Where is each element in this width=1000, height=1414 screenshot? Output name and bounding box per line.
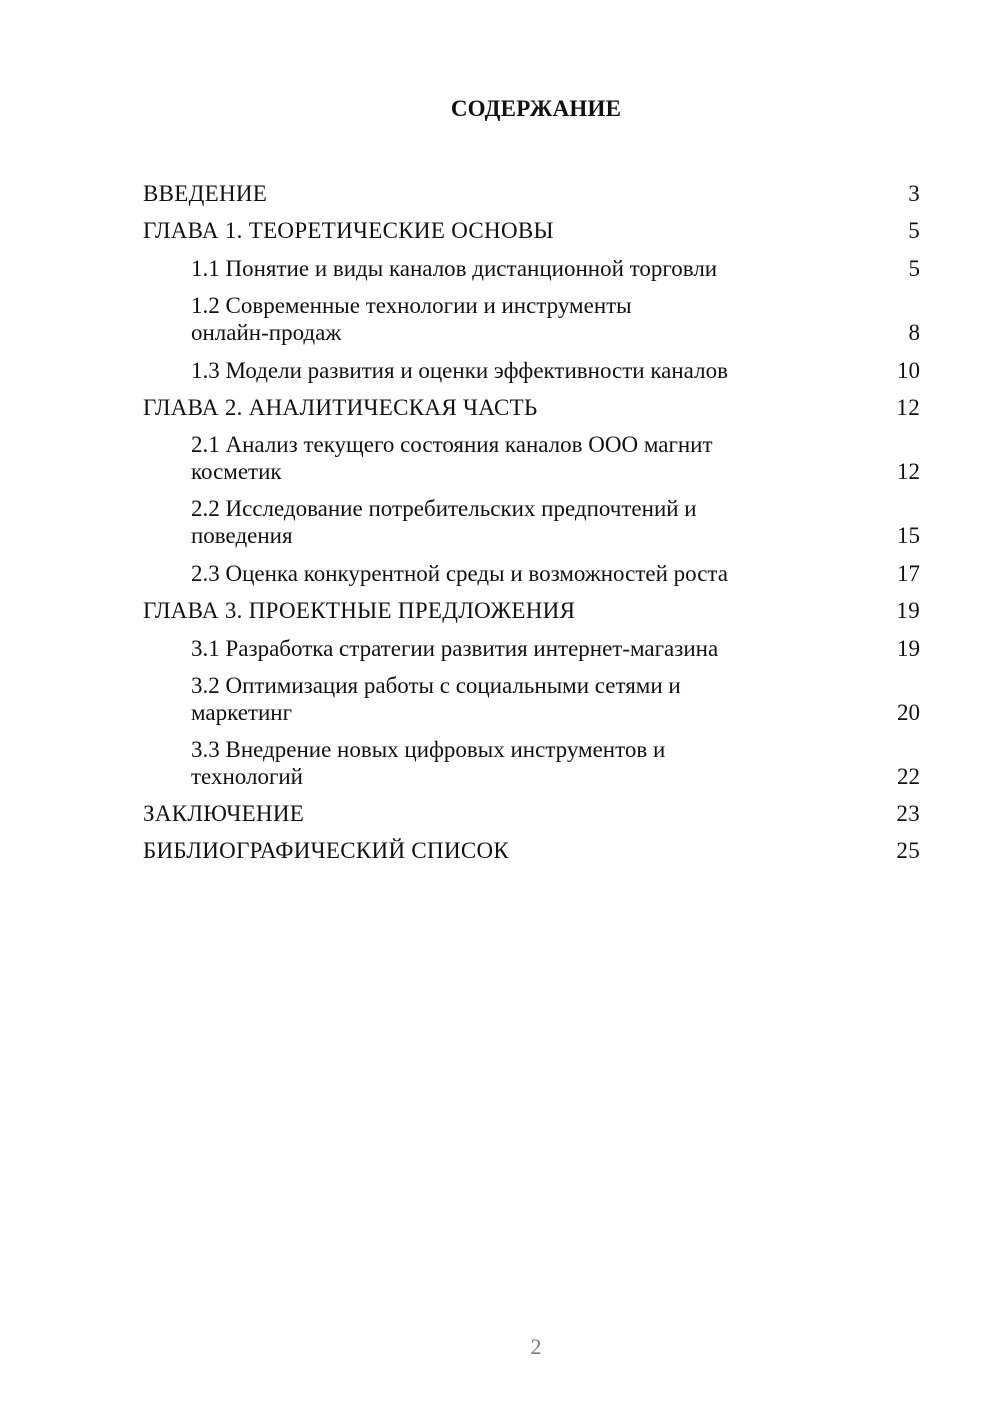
toc-entry-section-2-3[interactable] bbox=[143, 549, 920, 587]
toc-entry-section-1-2[interactable] bbox=[143, 282, 920, 346]
toc-entry-page: 19 bbox=[896, 598, 920, 623]
toc-entry-page: 19 bbox=[897, 636, 920, 661]
toc-entry-page: 12 bbox=[896, 395, 920, 420]
toc-entry-page: 22 bbox=[897, 764, 920, 789]
toc-entry-label: ГЛАВА 3. ПРОЕКТНЫЕ ПРЕДЛОЖЕНИЯ bbox=[143, 598, 576, 623]
toc-entry-label: ГЛАВА 2. АНАЛИТИЧЕСКАЯ ЧАСТЬ bbox=[143, 395, 538, 420]
toc-entry-section-2-2[interactable] bbox=[143, 485, 920, 549]
toc-entry-page: 5 bbox=[908, 218, 920, 243]
toc-entry-section-3-3[interactable] bbox=[143, 726, 920, 790]
toc-entry-section-1-3[interactable] bbox=[143, 346, 920, 384]
toc-entry-page: 5 bbox=[908, 256, 920, 281]
toc-entry-label: 2.3 Оценка конкурентной среды и возможностей роста bbox=[191, 561, 728, 586]
toc-entry-label: 3.3 Внедрение новых цифровых инструментов и технологий bbox=[191, 737, 666, 789]
toc-entry-label: БИБЛИОГРАФИЧЕСКИЙ СПИСОК bbox=[143, 838, 510, 863]
toc-entry-label: ВВЕДЕНИЕ bbox=[143, 181, 268, 206]
toc-entry-page: 20 bbox=[897, 700, 920, 725]
toc-entry-bibliography[interactable] bbox=[143, 827, 920, 864]
toc-entry-label: 3.1 Разработка стратегии развития интернет-магазина bbox=[191, 636, 719, 661]
toc-entry-label: 3.2 Оптимизация работы с социальными сетями и маркетинг bbox=[191, 673, 681, 725]
toc-title: СОДЕРЖАНИЕ bbox=[450, 96, 622, 121]
toc-entry-section-3-2[interactable] bbox=[143, 662, 920, 726]
toc-entry-section-3-1[interactable] bbox=[143, 624, 920, 662]
toc-entry-label: 1.1 Понятие и виды каналов дистанционной торговли bbox=[191, 256, 718, 281]
toc-entry-conclusion[interactable] bbox=[143, 790, 920, 827]
toc-entry-page: 23 bbox=[896, 801, 920, 826]
toc-entry-label: 1.2 Современные технологии и инструменты онлайн-продаж bbox=[191, 293, 632, 345]
toc-entry-section-2-1[interactable] bbox=[143, 421, 920, 485]
toc-entry-label: 2.1 Анализ текущего состояния каналов ООО магнит косметик bbox=[191, 432, 713, 484]
toc-entry-page: 3 bbox=[908, 181, 920, 206]
toc-entry-label: ЗАКЛЮЧЕНИЕ bbox=[143, 801, 305, 826]
toc-entry-chapter-1[interactable] bbox=[143, 207, 920, 244]
toc-entry-page: 8 bbox=[908, 320, 920, 345]
toc-entry-page: 17 bbox=[897, 561, 920, 586]
toc-entry-section-1-1[interactable] bbox=[143, 244, 920, 282]
toc-entry-page: 10 bbox=[897, 358, 920, 383]
toc-entry-chapter-2[interactable] bbox=[143, 384, 920, 421]
toc-entry-page: 25 bbox=[896, 838, 920, 863]
toc-entry-chapter-3[interactable] bbox=[143, 587, 920, 624]
toc-entry-label: ГЛАВА 1. ТЕОРЕТИЧЕСКИЕ ОСНОВЫ bbox=[143, 218, 554, 243]
toc-entry-label: 2.2 Исследование потребительских предпочтений и поведения bbox=[191, 496, 697, 548]
page-number: 2 bbox=[530, 1334, 542, 1359]
toc-entry-page: 12 bbox=[897, 459, 920, 484]
toc-entry-label: 1.3 Модели развития и оценки эффективности каналов bbox=[191, 358, 728, 383]
toc-entry-page: 15 bbox=[897, 523, 920, 548]
table-of-contents bbox=[143, 170, 920, 864]
toc-entry-introduction[interactable] bbox=[143, 170, 920, 207]
